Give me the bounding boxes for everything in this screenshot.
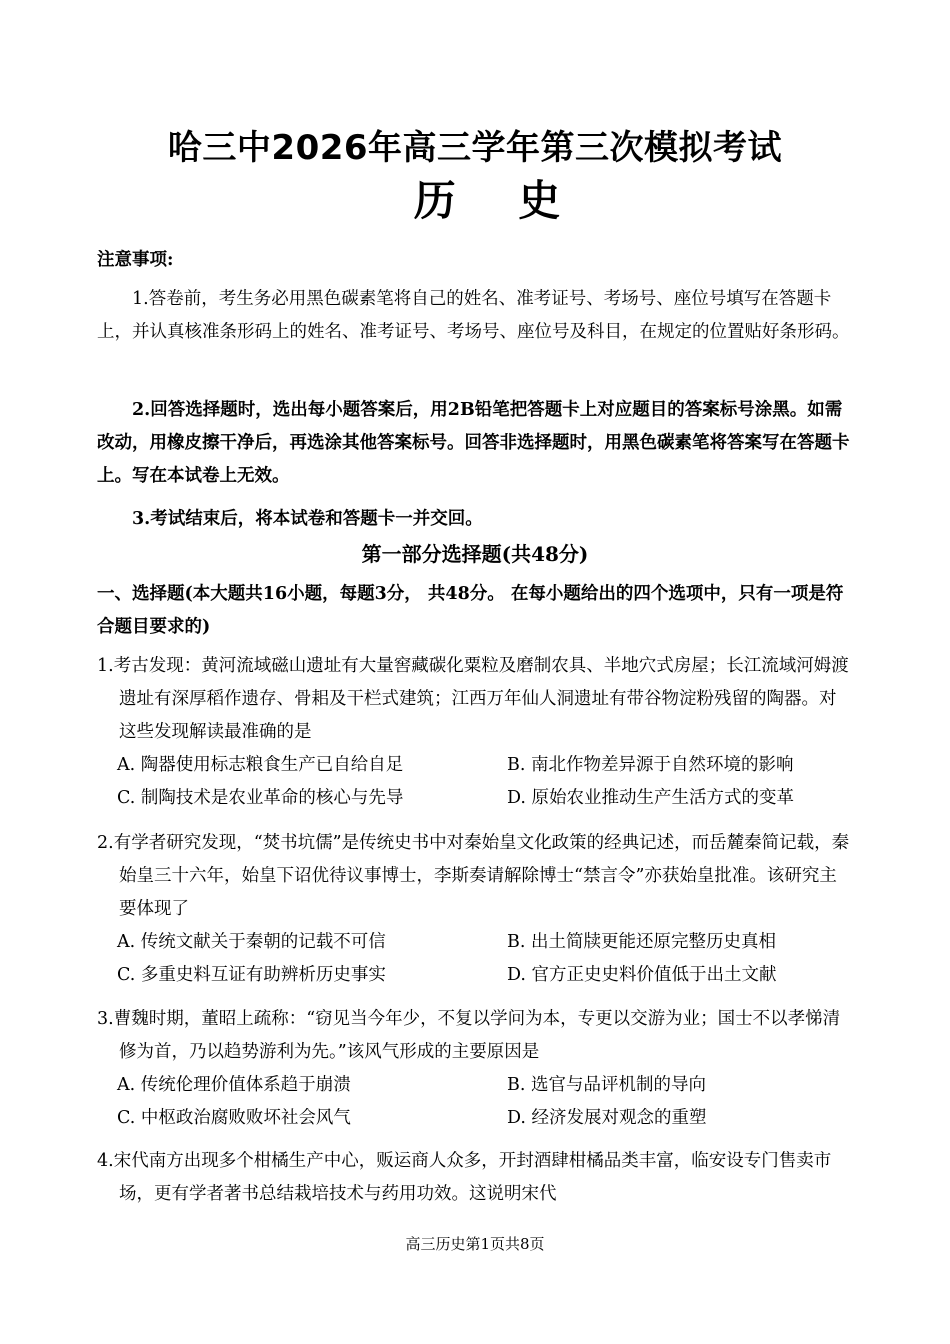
options-grid [97,1069,850,1135]
exam-title: 哈三中2026年高三学年第三次模拟考试 [167,128,783,168]
question-1 [97,650,850,815]
option-a: A. 传统文献关于秦朝的记载不可信 [117,932,386,952]
question-3 [97,1003,850,1135]
section-title: 一、选择题(本大题共16小题，每题3分， 共48分。 在每小题给出的四个选项中，只有一项是符合题目要求的) [97,584,844,637]
option-c: C. 多重史料互证有助辨析历史事实 [117,965,386,985]
question-2 [97,827,850,992]
option-c: C. 中枢政治腐败败坏社会风气 [117,1108,351,1128]
notice-heading: 注意事项: [97,250,174,270]
option-d: D. 官方正史史料价值低于出土文献 [507,965,777,985]
option-d: D. 经济发展对观念的重塑 [507,1108,707,1128]
options-grid [97,749,850,815]
option-a: A. 传统伦理价值体系趋于崩溃 [117,1075,351,1095]
option-b: B. 南北作物差异源于自然环境的影响 [507,755,794,775]
page-footer: 高三历史第1页共8页 [405,1235,545,1253]
question-stem: 4.宋代南方出现多个柑橘生产中心，贩运商人众多，开封酒肆柑橘品类丰富，临安设专门售卖市场，更有学者著书总结栽培技术与药用功效。这说明宋代 [97,1151,832,1204]
notice-item-2: 2.回答选择题时，选出每小题答案后，用2B铅笔把答题卡上对应题目的答案标号涂黑。如需改动，用橡皮擦干净后，再选涂其他答案标号。回答非选择题时，用黑色碳素笔将答案写在答题卡上。写在本试卷上无效。 [97,400,850,486]
option-a: A. 陶器使用标志粮食生产已自给自足 [117,755,404,775]
question-stem: 3.曹魏时期，董昭上疏称：“窃见当今年少，不复以学问为本，专更以交游为业；国士不以孝悌清修为首，乃以趋势游利为先。”该风气形成的主要原因是 [97,1009,841,1062]
notice-item-1: 1.答卷前，考生务必用黑色碳素笔将自己的姓名、准考证号、考场号、座位号填写在答题卡上，并认真核准条形码上的姓名、准考证号、考场号、座位号及科目，在规定的位置贴好条形码。 [97,289,850,342]
question-stem: 2.有学者研究发现，“焚书坑儒”是传统史书中对秦始皇文化政策的经典记述，而岳麓秦简记载，秦始皇三十六年，始皇下诏优待议事博士，李斯奏请解除博士“禁言令”亦获始皇批准。该研究主要体现了 [97,833,850,919]
part-title: 第一部分选择题(共48分) [361,542,589,566]
option-b: B. 选官与品评机制的导向 [507,1075,706,1095]
subject-title: 历 史 [413,176,585,225]
option-b: B. 出土简牍更能还原完整历史真相 [507,932,776,952]
option-d: D. 原始农业推动生产生活方式的变革 [507,788,795,808]
notice-item-3: 3.考试结束后，将本试卷和答题卡一并交回。 [132,509,483,529]
options-grid [97,926,850,992]
option-c: C. 制陶技术是农业革命的核心与先导 [117,788,404,808]
question-4 [97,1145,850,1211]
question-stem: 1.考古发现：黄河流域磁山遗址有大量窖藏碳化粟粒及磨制农具、半地穴式房屋；长江流域河姆渡遗址有深厚稻作遗存、骨耜及干栏式建筑；江西万年仙人洞遗址有带谷物淀粉残留的陶器。对这些发现解读最准确的是 [97,656,849,742]
